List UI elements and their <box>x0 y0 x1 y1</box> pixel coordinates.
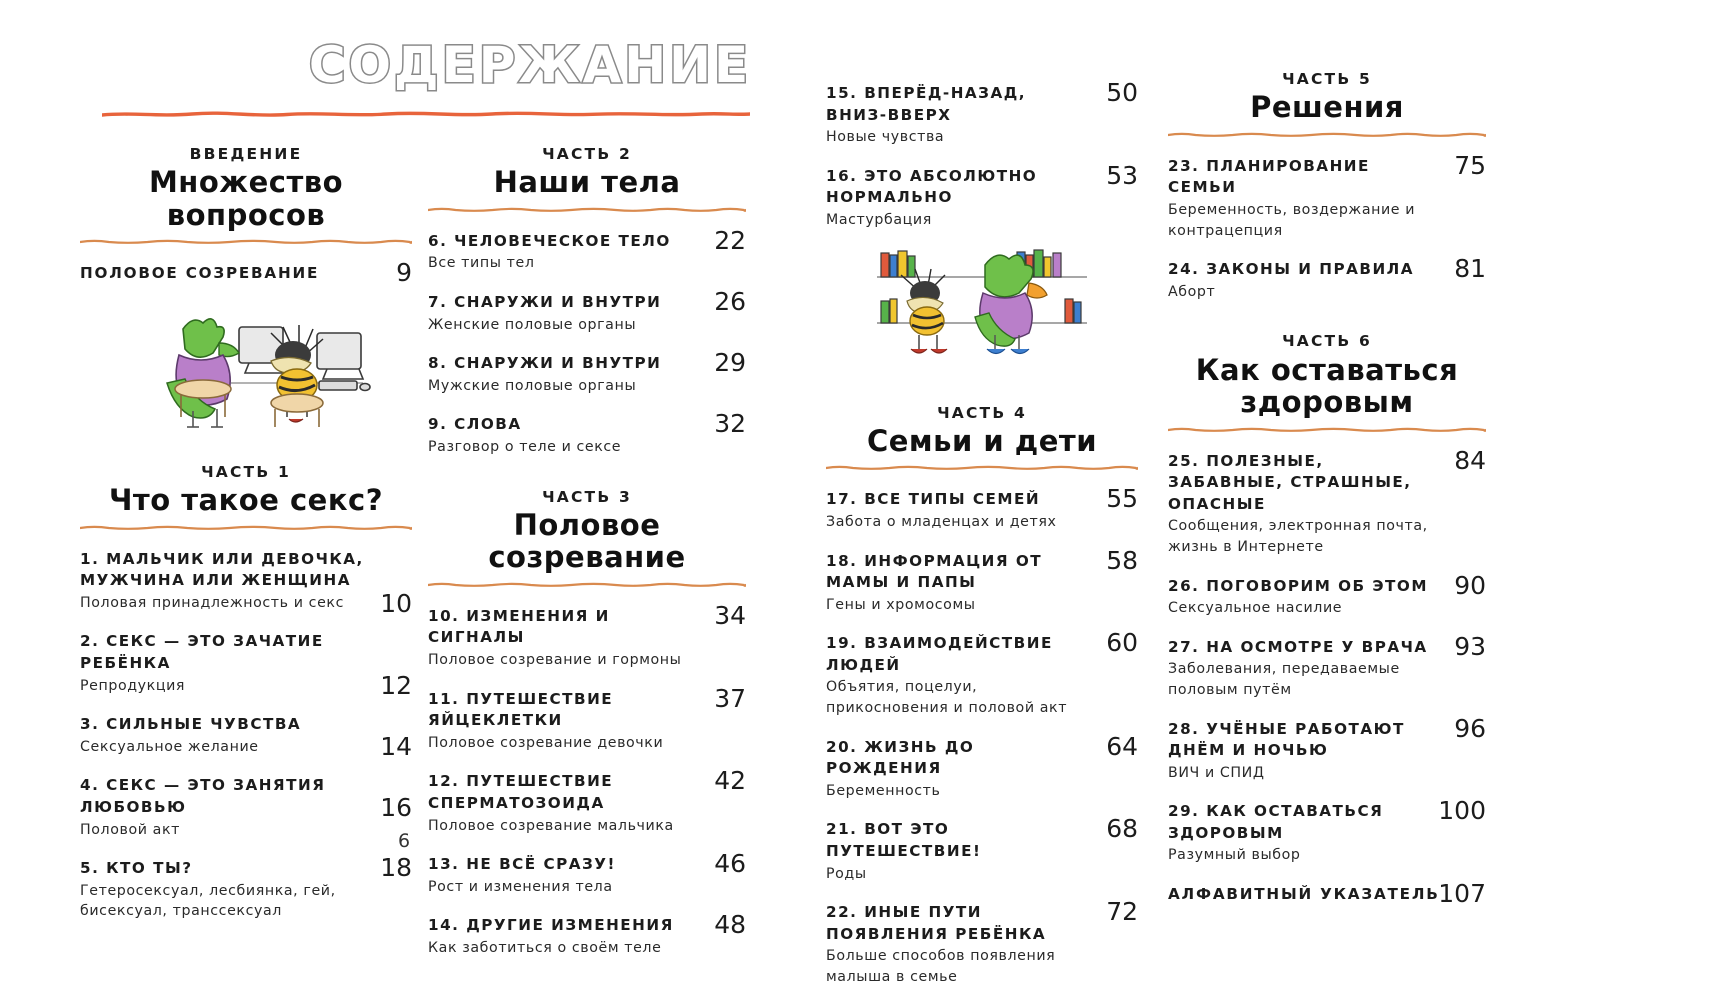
toc-entry[interactable] <box>428 766 746 836</box>
toc-entry-page-number: 14 <box>380 732 412 762</box>
toc-entry-page-number: 16 <box>380 793 412 823</box>
toc-entry-page-number: 48 <box>714 910 746 940</box>
section-title: Как оставаться здоровым <box>1195 352 1459 420</box>
section-part-label: ЧАСТЬ 3 <box>542 487 632 506</box>
column-2 <box>428 145 746 958</box>
toc-entry[interactable] <box>826 897 1138 987</box>
toc-entry-page-number: 93 <box>1454 631 1486 661</box>
toc-entry-page-number: 81 <box>1454 254 1486 284</box>
toc-entry-title: 17. ВСЕ ТИПЫ СЕМЕЙ <box>826 490 1041 509</box>
toc-entry-title: 14. ДРУГИЕ ИЗМЕНЕНИЯ <box>428 916 674 935</box>
toc-entry-page-number: 22 <box>714 225 746 255</box>
toc-entry-page-number: 9 <box>396 258 412 288</box>
toc-entry[interactable] <box>826 160 1138 231</box>
toc-entry-page-number: 34 <box>714 600 746 630</box>
illustration-bird-and-bee-at-computers <box>80 299 412 433</box>
section-title: Семьи и дети <box>866 423 1098 458</box>
toc-entry-subtitle: Мужские половые органы <box>428 377 637 394</box>
toc-entry-subtitle: Половое созревание девочки <box>428 734 664 751</box>
toc-entry-page-number: 50 <box>1106 78 1138 107</box>
toc-entry-subtitle: Все типы тел <box>428 255 535 272</box>
toc-entry-subtitle: Сообщения, электронная почта, жизнь в Интернете <box>1168 518 1428 555</box>
toc-entry-page-number: 53 <box>1106 160 1138 190</box>
toc-entry-page-number: 75 <box>1454 150 1486 180</box>
toc-entry-page-number: 100 <box>1438 796 1486 826</box>
toc-entry-subtitle: Забота о младенцах и детях <box>826 513 1057 530</box>
toc-entry[interactable] <box>80 549 412 618</box>
toc-entry-text <box>80 858 412 922</box>
toc-entry-page-number: 96 <box>1454 713 1486 743</box>
toc-entry-title: 29. КАК ОСТАВАТЬСЯ ЗДОРОВЫМ <box>1168 802 1384 842</box>
section-header <box>826 404 1138 472</box>
toc-entry-page-number: 37 <box>714 683 746 713</box>
illustration-bee-and-bird-at-bookshelf <box>826 245 1138 374</box>
toc-entry-title: 6. ЧЕЛОВЕЧЕСКОЕ ТЕЛО <box>428 231 671 250</box>
toc-entry[interactable] <box>80 714 412 762</box>
toc-entry[interactable] <box>826 78 1138 148</box>
toc-entry-text <box>80 775 412 840</box>
section-part-label: ЧАСТЬ 5 <box>1282 70 1372 88</box>
toc-entry-subtitle: Рост и изменения тела <box>428 878 613 895</box>
toc-entry-page-number: 26 <box>714 287 746 317</box>
toc-entry[interactable] <box>80 775 412 840</box>
section-part-label: ЧАСТЬ 6 <box>1282 332 1372 351</box>
toc-entry-title: 20. ЖИЗНЬ ДО РОЖДЕНИЯ <box>826 737 975 778</box>
toc-entry-title: 13. НЕ ВСЁ СРАЗУ! <box>428 855 616 874</box>
toc-entry-title: 4. СЕКС — ЭТО ЗАНЯТИЯ ЛЮБОВЬЮ <box>80 776 326 816</box>
column-1 <box>80 145 412 922</box>
toc-entry-page-number: 18 <box>380 853 412 883</box>
toc-entry-page-number: 55 <box>1106 484 1138 514</box>
toc-entry-title: 12. ПУТЕШЕСТВИЕ СПЕРМАТОЗОИДА <box>428 772 614 812</box>
toc-entry[interactable] <box>1168 631 1486 701</box>
toc-entry-page-number: 42 <box>714 766 746 796</box>
section-header <box>1168 332 1486 432</box>
toc-entry-page-number: 12 <box>380 671 412 701</box>
toc-entry[interactable] <box>80 258 412 288</box>
toc-entry-title: 19. ВЗАИМОДЕЙСТВИЕ ЛЮДЕЙ <box>826 634 1053 674</box>
section-wavy-rule <box>826 464 1138 471</box>
toc-entry-title: 21. ВОТ ЭТО ПУТЕШЕСТВИЕ! <box>826 820 982 860</box>
toc-entry-title: 23. ПЛАНИРОВАНИЕ СЕМЬИ <box>1168 156 1370 197</box>
toc-entry-page-number: 10 <box>380 588 412 618</box>
toc-entry[interactable] <box>1168 254 1486 302</box>
toc-entry-title: 1. МАЛЬЧИК ИЛИ ДЕВОЧКА, МУЖЧИНА ИЛИ ЖЕНЩИНА <box>80 549 364 590</box>
toc-entry[interactable] <box>1168 150 1486 241</box>
toc-entry-text <box>80 263 412 285</box>
toc-entry[interactable] <box>428 683 746 754</box>
toc-entry-title: ПОЛОВОЕ СОЗРЕВАНИЕ <box>80 264 320 283</box>
toc-entry-subtitle: Половое созревание и гормоны <box>428 652 682 668</box>
toc-entry-title: 28. УЧЁНЫЕ РАБОТАЮТ ДНЁМ И НОЧЬЮ <box>1168 719 1405 760</box>
toc-entry-title: 10. ИЗМЕНЕНИЯ И СИГНАЛЫ <box>428 606 610 647</box>
toc-entry-subtitle: Половое созревание мальчика <box>428 817 674 834</box>
toc-entry[interactable] <box>428 225 746 274</box>
section-part-label: ВВЕДЕНИЕ <box>189 145 303 163</box>
section-title: Наши тела <box>493 165 681 200</box>
toc-entry-page-number: 84 <box>1454 445 1486 475</box>
toc-entry-text <box>80 714 412 762</box>
section-header <box>80 145 412 245</box>
toc-entry-subtitle: Половая принадлежность и секс <box>80 594 344 611</box>
toc-entry-text <box>80 549 412 618</box>
toc-entry-title: 8. СНАРУЖИ И ВНУТРИ <box>428 354 662 373</box>
toc-entry-title: 25. ПОЛЕЗНЫЕ, ЗАБАВНЫЕ, СТРАШНЫЕ, ОПАСНЫЕ <box>1168 451 1412 513</box>
toc-entry-subtitle: Мастурбация <box>826 211 932 228</box>
toc-entry-page-number: 58 <box>1106 545 1138 575</box>
toc-entry[interactable] <box>826 628 1138 718</box>
toc-entry[interactable] <box>80 631 412 701</box>
section-title: Множество вопросов <box>148 165 344 232</box>
toc-entry-title: 26. ПОГОВОРИМ ОБ ЭТОМ <box>1168 576 1428 595</box>
section-part-label: ЧАСТЬ 4 <box>937 403 1027 422</box>
section-part-label: ЧАСТЬ 2 <box>542 145 632 163</box>
toc-entry-subtitle: Половой акт <box>80 821 180 838</box>
toc-entry-title: 16. ЭТО АБСОЛЮТНО НОРМАЛЬНО <box>826 166 1038 207</box>
toc-entry-subtitle: Разговор о теле и сексе <box>428 438 622 455</box>
toc-entry-subtitle: Гетеросексуал, лесбиянка, гей, бисексуал, транссексуал <box>80 882 336 920</box>
toc-entry[interactable] <box>1168 879 1486 909</box>
toc-entry-page-number: 64 <box>1106 731 1138 761</box>
toc-entry[interactable] <box>80 853 412 922</box>
toc-entry-page-number: 68 <box>1106 814 1138 844</box>
column-4 <box>1168 70 1486 909</box>
section-title: Решения <box>1250 90 1404 125</box>
toc-entry-subtitle: Гены и хромосомы <box>826 596 976 613</box>
toc-entry[interactable] <box>826 814 1138 884</box>
title-wavy-rule <box>102 103 750 111</box>
toc-entry-page-number: 32 <box>714 409 746 439</box>
section-title: Половое созревание <box>488 507 686 575</box>
toc-entry[interactable] <box>428 287 746 335</box>
toc-entry[interactable] <box>826 545 1138 616</box>
section-wavy-rule <box>80 524 412 531</box>
toc-entry-page-number: 60 <box>1106 628 1138 658</box>
toc-entry-subtitle: Объятия, поцелуи, прикосновения и половой акт <box>826 679 1068 717</box>
section-wavy-rule <box>428 206 746 213</box>
toc-entry-title: 11. ПУТЕШЕСТВИЕ ЯЙЦЕКЛЕТКИ <box>428 689 614 730</box>
toc-entry-title: 2. СЕКС — ЭТО ЗАЧАТИЕ РЕБЁНКА <box>80 632 324 673</box>
toc-entry[interactable] <box>428 348 746 396</box>
toc-entry-subtitle: Беременность <box>826 782 941 799</box>
section-header <box>428 488 746 588</box>
toc-entry-text <box>80 631 412 701</box>
section-wavy-rule <box>1168 426 1486 433</box>
toc-entry-subtitle: Разумный выбор <box>1168 847 1301 864</box>
toc-entry-page-number: 90 <box>1454 570 1486 600</box>
toc-entry-subtitle: Заболевания, передаваемые половым путём <box>1168 661 1400 698</box>
toc-entry-subtitle: Новые чувства <box>826 129 945 146</box>
section-wavy-rule <box>1168 131 1486 138</box>
section-wavy-rule <box>428 581 746 588</box>
toc-entry-subtitle: Сексуальное насилие <box>1168 600 1343 617</box>
section-header <box>428 145 746 213</box>
toc-entry-subtitle: Больше способов появления малыша в семье <box>826 948 1056 985</box>
page-title: СОДЕРЖАНИЕ <box>308 36 752 94</box>
toc-entry-subtitle: Репродукция <box>80 677 186 694</box>
section-part-label: ЧАСТЬ 1 <box>201 462 291 481</box>
toc-entry[interactable] <box>826 484 1138 532</box>
folio-page-number: 6 <box>398 830 411 852</box>
toc-entry[interactable] <box>428 849 746 897</box>
toc-entry-title: 9. СЛОВА <box>428 415 522 434</box>
toc-entry-title: 5. КТО ТЫ? <box>80 859 193 878</box>
toc-entry-subtitle: ВИЧ и СПИД <box>1168 764 1265 781</box>
toc-entry[interactable] <box>1168 570 1486 619</box>
toc-entry[interactable] <box>1168 713 1486 784</box>
toc-entry-subtitle: Аборт <box>1168 283 1216 300</box>
toc-entry-title: 22. ИНЫЕ ПУТИ ПОЯВЛЕНИЯ РЕБЁНКА <box>826 903 1047 943</box>
toc-entry-title: 27. НА ОСМОТРЕ У ВРАЧА <box>1168 637 1428 656</box>
toc-entry-subtitle: Роды <box>826 865 867 882</box>
section-header <box>1168 70 1486 138</box>
toc-entry-title: АЛФАВИТНЫЙ УКАЗАТЕЛЬ <box>1168 885 1440 904</box>
toc-entry-page-number: 72 <box>1106 897 1138 927</box>
toc-entry-subtitle: Сексуальное желание <box>80 738 259 755</box>
toc-entry[interactable] <box>1168 796 1486 866</box>
toc-entry[interactable] <box>1168 445 1486 558</box>
toc-entry[interactable] <box>428 910 746 958</box>
toc-entry-title: 15. ВПЕРЁД-НАЗАД, ВНИЗ-ВВЕРХ <box>826 84 1026 124</box>
toc-entry-page-number: 46 <box>714 849 746 879</box>
section-wavy-rule <box>80 238 412 245</box>
toc-entry[interactable] <box>428 409 746 457</box>
section-title: Что такое секс? <box>108 483 384 518</box>
toc-entry[interactable] <box>428 600 746 671</box>
toc-entry-title: 3. СИЛЬНЫЕ ЧУВСТВА <box>80 715 302 734</box>
toc-entry-page-number: 107 <box>1438 879 1486 909</box>
toc-entry-title: 18. ИНФОРМАЦИЯ ОТ МАМЫ И ПАПЫ <box>826 551 1043 592</box>
toc-entry-title: 7. СНАРУЖИ И ВНУТРИ <box>428 293 662 312</box>
toc-entry-subtitle: Женские половые органы <box>428 316 637 333</box>
column-3 <box>826 65 1138 987</box>
section-header <box>80 463 412 531</box>
toc-entry-subtitle: Как заботиться о своём теле <box>428 939 662 956</box>
toc-entry-subtitle: Беременность, воздержание и контрацепция <box>1168 202 1416 239</box>
toc-entry[interactable] <box>826 731 1138 802</box>
toc-entry-page-number: 29 <box>714 348 746 378</box>
toc-entry-title: 24. ЗАКОНЫ И ПРАВИЛА <box>1168 260 1415 279</box>
